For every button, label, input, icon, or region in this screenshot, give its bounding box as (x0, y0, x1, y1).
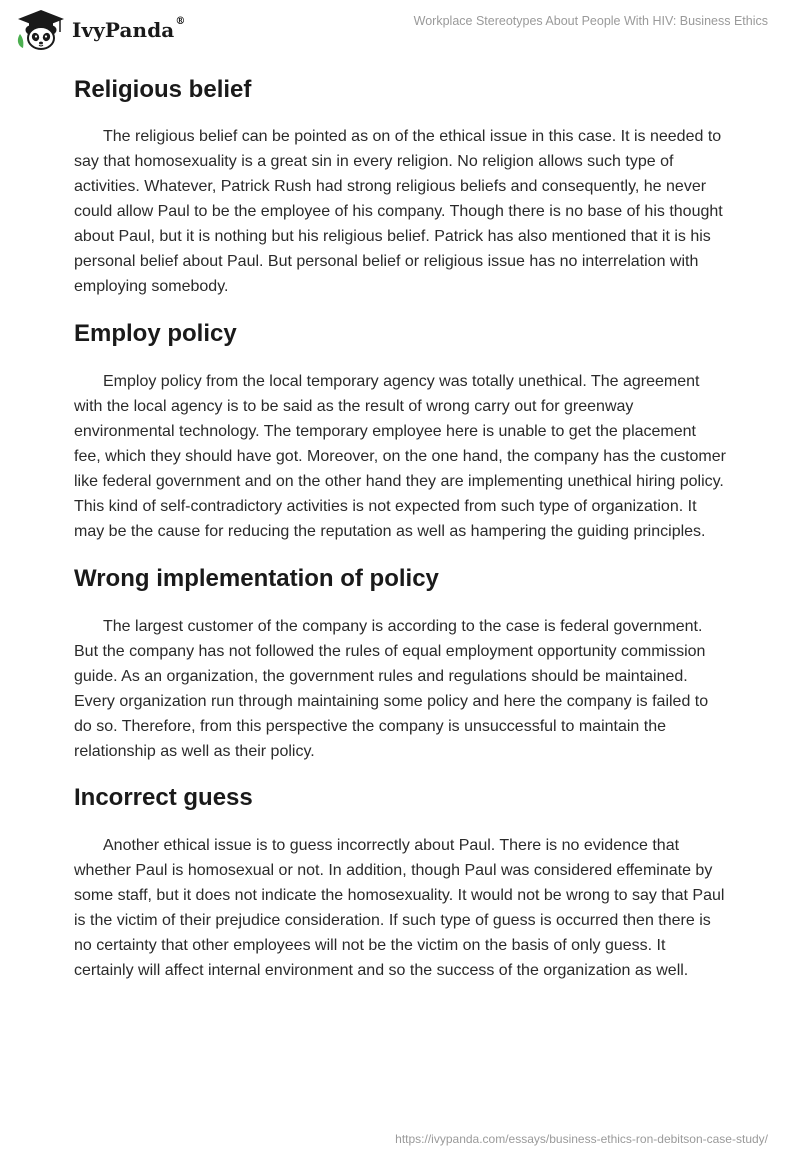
section-paragraph-incorrect-guess: Another ethical issue is to guess incorrectly about Paul. There is no evidence that whether Paul is homosexual or not. In addition, though Paul was considered effeminate by some staff, but it does not indicate the homosexuality. It would not be wrong to say that Paul is the victim of their prejudice consideration. If such type of guess is occurred then there is no certainty that other employees will not be the victim on the basis of only guess. It certainly will affect internal environment and so the success of the organization as well. (74, 837, 725, 979)
brand-logo[interactable] (14, 8, 185, 52)
article-body (74, 72, 726, 983)
section-heading-incorrect-guess: Incorrect guess (74, 784, 253, 811)
section-paragraph-employ-policy: Employ policy from the local temporary agency was totally unethical. The agreement with the local agency is to be said as the result of wrong carry out for greenway environmental technology. The temporary employee here is unable to get the placement fee, which they should have got. Moreover, on the one hand, the company has the customer like federal government and on the other hand they are implementing unethical hiring policy. This kind of self-contradictory activities is not expected from such type of organization. It may be the cause for reducing the reputation as well as hampering the guiding principles. (74, 373, 726, 540)
section-paragraph-wrong-implementation: The largest customer of the company is according to the case is federal government. But the company has not followed the rules of equal employment opportunity commission guide. As an organization, the government rules and regulations should be maintained. Every organization run through maintaining some policy and here the company is failed to do so. Therefore, from this perspective the company is unsuccessful to maintain the relationship as well as their policy. (74, 618, 709, 760)
document-title: Workplace Stereotypes About People With HIV: Business Ethics (413, 14, 768, 28)
registered-mark: ® (175, 16, 186, 27)
section-heading-wrong-implementation: Wrong implementation of policy (74, 565, 439, 592)
brand-name: IvyPanda® (72, 16, 186, 42)
source-url[interactable]: https://ivypanda.com/essays/business-ethics-ron-debitson-case-study/ (395, 1132, 768, 1146)
page-header (0, 0, 800, 64)
section-heading-religious-belief: Religious belief (74, 76, 252, 103)
section-heading-employ-policy: Employ policy (74, 320, 237, 347)
section-paragraph-religious-belief: The religious belief can be pointed as on of the ethical issue in this case. It is needed to say that homosexuality is a great sin in every religion. No religion allows such type of activities. Whatever, Patrick Rush had strong religious beliefs and consequently, he never could allow Paul to be the employee of his company. Though there is no base of his thought about Paul, but it is nothing but his religious belief. Patrick has also mentioned that it is his personal belief about Paul. But personal belief or religious issue has no interrelation with employing somebody. (74, 128, 723, 295)
panda-graduation-cap-icon (14, 8, 68, 52)
